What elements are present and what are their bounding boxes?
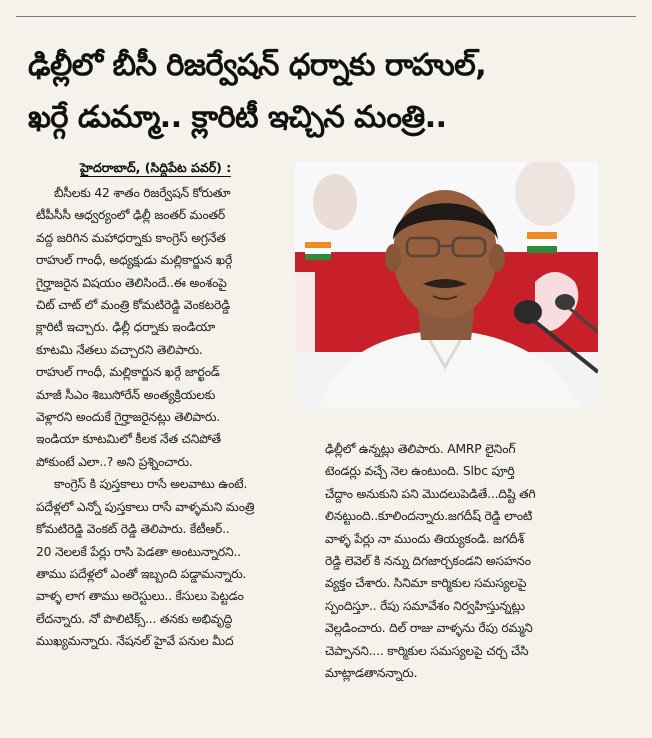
paragraph-line: స్పందిస్తూ.. రేపు సమావేశం నిర్వహిస్తున్నట్లు	[325, 598, 525, 613]
paragraph-line: వాళ్ళ లాగ తాము అరెస్టులు.. కేసులు పెట్టడం	[36, 589, 244, 604]
paragraph-line: టెండర్లు వచ్చే నెల ఉంటుంది. Slbc పూర్తి	[325, 464, 515, 479]
paragraph-line: వ్యక్తం చేశారు. సినిమా కార్మికుల సమస్యలపై	[325, 576, 527, 591]
headline-line-1: ఢిల్లీలో బీసీ రిజర్వేషన్ ధర్నాకు రాహుల్,	[28, 48, 487, 83]
paragraph-line: టీపీసీసీ ఆధ్వర్యంలో ఢిల్లీ జంతర్ మంతర్	[36, 208, 226, 223]
paragraph-line: తాము పదేళ్లలో ఎంతో ఇబ్బంది పడ్డామన్నారు.	[36, 566, 247, 581]
flag-icon	[305, 242, 331, 260]
paragraph-line: ఢిల్లీలో ఉన్నట్లు తెలిపారు. AMRP లైనింగ్	[325, 442, 516, 456]
paragraph-line: కోమటిరెడ్డి వెంకట్ రెడ్డి తెలిపారు. కేటీఆర్..	[36, 522, 230, 537]
paragraph-line: వాళ్ళ పేర్లు నా ముందు తియ్యకండి. జగదీశ్	[325, 531, 524, 546]
paragraph-line: 20 నెలలకే పేర్లు రాసి పెడతా అంటున్నారని..	[36, 544, 241, 559]
paragraph-line: చేద్దాం అనుకుని పని మొదలుపెడితే...దిష్టి తగి	[325, 486, 536, 501]
paragraph-line: లినట్టుంది..కూలిందన్నారు.జగదీష్ రెడ్డి లాంటి	[325, 509, 533, 524]
paragraph-line: లేదన్నారు. నో పొలిటిక్స్... తనకు అభివృద్ధి	[36, 611, 233, 626]
dateline-text: హైదరాబాద్, (సిద్దిపేట పవర్) :	[80, 160, 232, 175]
paragraph-line: కూటమి నేతలు వచ్చారని తెలిపారు.	[36, 342, 203, 357]
dateline	[80, 160, 231, 179]
paragraph-line: బీసీలకు 42 శాతం రిజర్వేషన్ కోరుతూ	[54, 186, 231, 200]
portrait-illustration	[295, 162, 598, 408]
paragraph-line: వద్ద జరిగిన మహాధర్నాకు కాంగ్రెస్ అగ్రనేత	[36, 230, 226, 245]
paragraph-line: వెళ్లారని అందుకే గైర్హాజరైనట్లు తెలిపారు.	[36, 410, 220, 425]
paragraph-line: పదేళ్లలో ఎన్నో పుస్తకాలు రాసే వాళ్ళమని మంత్రి	[36, 499, 255, 514]
paragraph-line: చిట్ చాట్ లో మంత్రి కోమటిరెడ్డి వెంకటరెడ్డి	[36, 298, 230, 313]
paragraph-line: పోకుంటే ఎలా..? అని ప్రశ్నించారు.	[36, 454, 193, 469]
paragraph-line: మాజీ సీఎం శిబుసోరేన్ అంత్యక్రియలకు	[36, 387, 216, 402]
paragraph-line: కాంగ్రెస్ కి పుస్తకాలు రాసే అలవాటు ఉంటే.	[54, 477, 248, 492]
paragraph-line: క్లారిటీ ఇచ్చారు. ఢిల్లీ ధర్నాకు ఇండియా	[36, 320, 216, 335]
paragraph-line: చెప్పానని.... కార్మికుల సమస్యలపై చర్చ చేసి	[325, 643, 529, 658]
paragraph-line: వెల్లడించారు. దిల్ రాజు వాళ్ళను రేపు రమ్మని	[325, 621, 533, 636]
headline	[28, 40, 618, 144]
paragraph-line: ముఖ్యమన్నారు. నేషనల్ హైవే పనుల మీద	[36, 634, 234, 649]
minister-photo	[295, 162, 598, 408]
paragraph-line: గైర్హాజరైన విషయం తెలిసిందే..ఈ అంశంపై	[36, 275, 227, 290]
paragraph-line: రెడ్డి లెవెల్ కి నన్ను దిగజార్చకండని అసహనం	[325, 554, 531, 569]
paragraph-line: రాహుల్ గాంధీ, మల్లికార్జున ఖర్గే జార్ఖండ్	[36, 365, 220, 380]
article-column-left	[36, 182, 298, 653]
paragraph-line: ఇండియా కూటమిలో కీలక నేత చనిపోతే	[36, 432, 221, 447]
article-column-right	[325, 438, 605, 684]
paragraph-line: మాట్లాడతానన్నారు.	[325, 666, 418, 681]
headline-line-2: ఖర్గే డుమ్మా.. క్లారిటీ ఇచ్చిన మంత్రి..	[28, 100, 447, 135]
top-rule	[16, 16, 636, 17]
flag-icon	[527, 232, 557, 253]
paragraph-line: రాహుల్ గాంధీ, అధ్యక్షుడు మల్లికార్జున ఖర్గే	[36, 253, 233, 268]
